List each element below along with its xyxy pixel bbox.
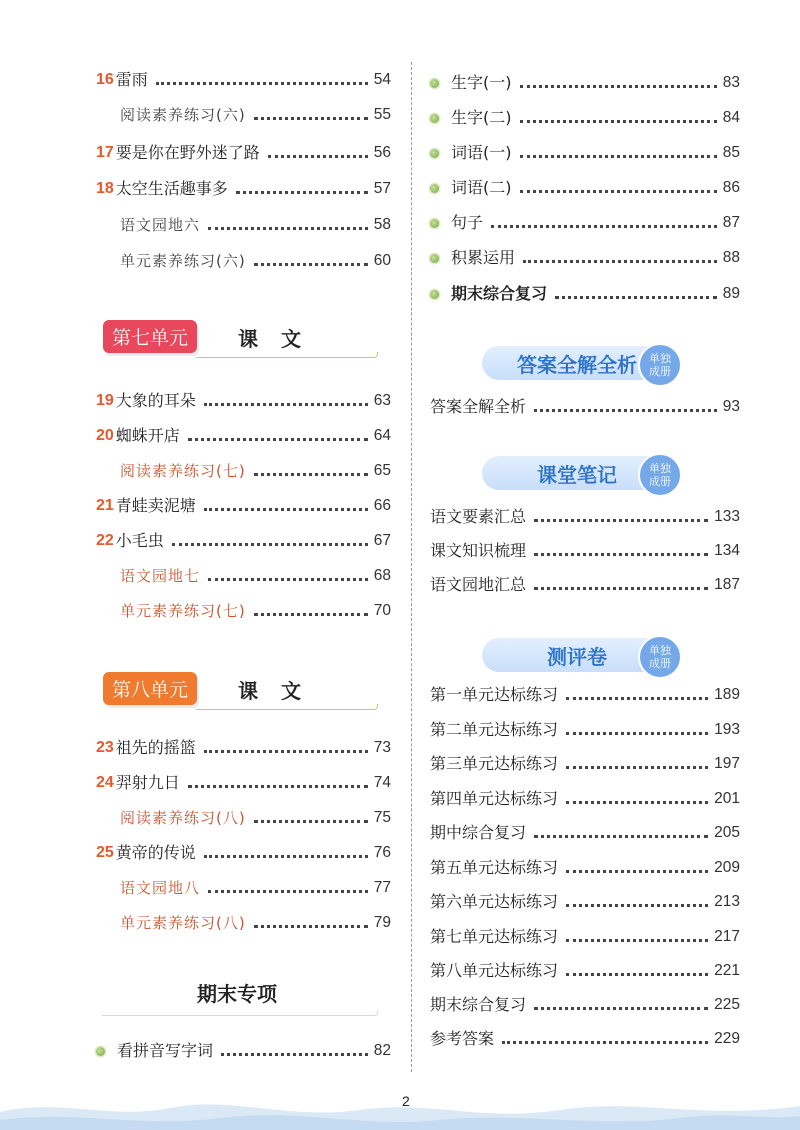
toc-entry[interactable] [430, 281, 740, 307]
dot-leader [534, 409, 717, 412]
entry-title: 单元素养练习(六) [120, 252, 246, 270]
entry-title: 阅读素养练习(七) [120, 462, 246, 480]
toc-entry[interactable] [96, 140, 391, 166]
lesson-number: 22 [96, 532, 114, 549]
entry-title: 雷雨 [115, 70, 148, 89]
page-number: 64 [373, 427, 391, 444]
entry-title: 蜘蛛开店 [115, 426, 180, 445]
entry-title: 期末综合复习 [451, 284, 548, 303]
lesson-number: 24 [96, 774, 114, 791]
dot-leader [534, 835, 708, 838]
dot-leader [221, 1053, 368, 1056]
separate-volume-badge [638, 343, 682, 387]
page-number: 93 [722, 398, 740, 415]
toc-entry[interactable] [96, 248, 391, 274]
unit-header-7 [96, 314, 378, 358]
page-number: 57 [373, 180, 391, 197]
page-number: 84 [722, 109, 740, 126]
toc-entry[interactable] [96, 493, 391, 519]
page-number: 83 [722, 74, 740, 91]
badge-line: 成册 [649, 365, 671, 378]
badge-line: 单独 [649, 644, 671, 657]
toc-entry[interactable] [96, 528, 391, 554]
bullet-icon [430, 149, 439, 158]
toc-entry[interactable] [430, 958, 740, 984]
page-number: 221 [714, 962, 740, 979]
entry-title: 单元素养练习(八) [120, 914, 246, 932]
page-number: 209 [714, 859, 740, 876]
page-number: 133 [714, 508, 740, 525]
dot-leader [204, 508, 368, 511]
entry-title: 参考答案 [430, 1029, 495, 1048]
separate-volume-badge [638, 453, 682, 497]
bullet-icon [430, 79, 439, 88]
entry-title: 语文园地七 [120, 567, 201, 585]
section-title: 期末专项 [197, 982, 277, 1006]
toc-entry[interactable] [96, 805, 391, 831]
footer-wave-decoration [0, 1090, 800, 1130]
toc-entry[interactable] [96, 840, 391, 866]
entry-title: 单元素养练习(七) [120, 602, 246, 620]
toc-entry[interactable] [96, 563, 391, 589]
entry-title: 积累运用 [451, 248, 516, 267]
toc-entry[interactable] [96, 212, 391, 238]
page-number: 193 [714, 721, 740, 738]
dot-leader [566, 801, 708, 804]
dot-leader [204, 855, 368, 858]
dot-leader [566, 766, 708, 769]
dot-leader [254, 473, 368, 476]
dot-leader [566, 939, 708, 942]
page-number: 66 [373, 497, 391, 514]
lesson-number: 20 [96, 427, 114, 444]
page-number: 229 [714, 1030, 740, 1047]
unit-tag: 第七单元 [103, 320, 197, 353]
entry-title: 阅读素养练习(八) [120, 809, 246, 827]
page-number: 86 [722, 179, 740, 196]
entry-title: 小毛虫 [115, 531, 164, 550]
page-number: 197 [714, 755, 740, 772]
entry-title: 第八单元达标练习 [430, 961, 559, 980]
unit-underline [196, 704, 378, 710]
dot-leader [254, 117, 368, 120]
toc-entry[interactable] [96, 102, 391, 128]
toc-entry[interactable] [430, 924, 740, 950]
column-divider [411, 62, 412, 1072]
dot-leader [534, 519, 708, 522]
page-number-footer: 2 [402, 1093, 410, 1109]
entry-title: 语文园地六 [120, 216, 201, 234]
toc-entry[interactable] [430, 889, 740, 915]
section-header-tests [482, 638, 672, 672]
page-number: 189 [714, 686, 740, 703]
page-number: 213 [714, 893, 740, 910]
dot-leader [208, 578, 368, 581]
dot-leader [254, 263, 368, 266]
section-title: 测评卷 [547, 644, 607, 669]
toc-entry[interactable] [430, 717, 740, 743]
section-title: 答案全解全析 [517, 352, 637, 377]
entry-title: 阅读素养练习(六) [120, 106, 246, 124]
badge-line: 成册 [649, 657, 671, 670]
lesson-number: 18 [96, 180, 114, 197]
toc-entry[interactable] [430, 751, 740, 777]
toc-entry[interactable] [430, 175, 740, 201]
entry-title: 第一单元达标练习 [430, 685, 559, 704]
entry-title: 第四单元达标练习 [430, 789, 559, 808]
toc-entry[interactable] [430, 210, 740, 236]
unit-tag: 第八单元 [103, 672, 197, 705]
toc-entry[interactable] [430, 682, 740, 708]
entry-title: 期中综合复习 [430, 823, 527, 842]
separate-volume-badge [638, 635, 682, 679]
toc-entry[interactable] [430, 1026, 740, 1052]
section-header-answers [482, 346, 672, 380]
dot-leader [520, 120, 717, 123]
page-number: 82 [373, 1042, 391, 1059]
toc-entry[interactable] [430, 245, 740, 271]
bullet-icon [96, 1047, 105, 1056]
dot-leader [254, 925, 368, 928]
lesson-number: 25 [96, 844, 114, 861]
bullet-icon [430, 219, 439, 228]
page-number: 65 [373, 462, 391, 479]
page-number: 225 [714, 996, 740, 1013]
dot-leader [566, 973, 708, 976]
dot-leader [555, 296, 717, 299]
page-number: 85 [722, 144, 740, 161]
entry-title: 句子 [451, 213, 484, 232]
page-number: 73 [373, 739, 391, 756]
entry-title: 太空生活趣事多 [115, 179, 228, 198]
entry-title: 语文园地八 [120, 879, 201, 897]
toc-entry[interactable] [430, 820, 740, 846]
entry-title: 黄帝的传说 [115, 843, 196, 862]
toc-entry[interactable] [96, 67, 391, 93]
bullet-icon [430, 290, 439, 299]
dot-leader [520, 85, 717, 88]
entry-title: 第六单元达标练习 [430, 892, 559, 911]
dot-leader [254, 820, 368, 823]
toc-entry[interactable] [430, 855, 740, 881]
entry-title: 祖先的摇篮 [115, 738, 196, 757]
bullet-icon [430, 254, 439, 263]
dot-leader [534, 587, 708, 590]
dot-leader [208, 890, 368, 893]
page-number: 134 [714, 542, 740, 559]
dot-leader [566, 904, 708, 907]
bullet-icon [430, 184, 439, 193]
bullet-icon [430, 114, 439, 123]
dot-leader [156, 82, 368, 85]
page-number: 63 [373, 392, 391, 409]
unit-title: 课 文 [238, 327, 309, 351]
page-number: 88 [722, 249, 740, 266]
page-number: 60 [373, 252, 391, 269]
entry-title: 青蛙卖泥塘 [115, 496, 196, 515]
unit-title: 课 文 [238, 679, 309, 703]
toc-entry[interactable] [96, 388, 391, 414]
page-number: 58 [373, 216, 391, 233]
page-number: 76 [373, 844, 391, 861]
section-header-notes [482, 456, 672, 490]
page-number: 74 [373, 774, 391, 791]
entry-title: 第七单元达标练习 [430, 927, 559, 946]
entry-title: 期末综合复习 [430, 995, 527, 1014]
dot-leader [204, 403, 368, 406]
page-number: 205 [714, 824, 740, 841]
entry-title: 生字(一) [451, 73, 512, 92]
toc-entry[interactable] [96, 598, 391, 624]
dot-leader [208, 227, 368, 230]
badge-line: 成册 [649, 475, 671, 488]
entry-title: 语文园地汇总 [430, 575, 527, 594]
page-number: 87 [722, 214, 740, 231]
entry-title: 第二单元达标练习 [430, 720, 559, 739]
dot-leader [491, 225, 717, 228]
toc-entry[interactable] [430, 992, 740, 1018]
dot-leader [268, 155, 368, 158]
section-header-final [96, 976, 378, 1016]
toc-entry[interactable] [430, 394, 740, 420]
toc-entry[interactable] [430, 786, 740, 812]
unit-header-8 [96, 666, 378, 710]
dot-leader [566, 732, 708, 735]
entry-title: 生字(二) [451, 108, 512, 127]
page-number: 187 [714, 576, 740, 593]
entry-title: 语文要素汇总 [430, 507, 527, 526]
dot-leader [188, 785, 368, 788]
page-number: 54 [373, 71, 391, 88]
lesson-number: 23 [96, 739, 114, 756]
toc-entry[interactable] [96, 735, 391, 761]
page-number: 89 [722, 285, 740, 302]
dot-leader [534, 1007, 708, 1010]
entry-title: 羿射九日 [115, 773, 180, 792]
entry-title: 答案全解全析 [430, 397, 527, 416]
toc-entry[interactable] [96, 770, 391, 796]
dot-leader [188, 438, 368, 441]
page-number: 79 [373, 914, 391, 931]
toc-entry[interactable] [96, 910, 391, 936]
page-number: 56 [373, 144, 391, 161]
entry-title: 词语(一) [451, 143, 512, 162]
toc-entry[interactable] [430, 70, 740, 96]
dot-leader [566, 870, 708, 873]
dot-leader [172, 543, 368, 546]
entry-title: 课文知识梳理 [430, 541, 527, 560]
toc-entry[interactable] [430, 538, 740, 564]
page-number: 77 [373, 879, 391, 896]
dot-leader [204, 750, 368, 753]
toc-entry[interactable] [96, 176, 391, 202]
toc-entry[interactable] [96, 423, 391, 449]
dot-leader [534, 553, 708, 556]
toc-entry[interactable] [96, 458, 391, 484]
page-number: 67 [373, 532, 391, 549]
toc-entry[interactable] [430, 504, 740, 530]
badge-line: 单独 [649, 462, 671, 475]
toc-entry[interactable] [430, 140, 740, 166]
entry-title: 大象的耳朵 [115, 391, 196, 410]
lesson-number: 19 [96, 392, 114, 409]
unit-underline [196, 352, 378, 358]
dot-leader [520, 155, 717, 158]
dot-leader [236, 191, 368, 194]
entry-title: 第三单元达标练习 [430, 754, 559, 773]
entry-title: 看拼音写字词 [117, 1041, 214, 1060]
entry-title: 第五单元达标练习 [430, 858, 559, 877]
entry-title: 词语(二) [451, 178, 512, 197]
lesson-number: 17 [96, 144, 114, 161]
dot-leader [566, 697, 708, 700]
dot-leader [523, 260, 717, 263]
section-underline [102, 1010, 378, 1016]
dot-leader [520, 190, 717, 193]
lesson-number: 16 [96, 71, 114, 88]
badge-line: 单独 [649, 352, 671, 365]
section-title: 课堂笔记 [537, 462, 617, 487]
toc-entry[interactable] [96, 1038, 391, 1064]
page-number: 75 [373, 809, 391, 826]
toc-entry[interactable] [430, 572, 740, 598]
entry-title: 要是你在野外迷了路 [115, 143, 260, 162]
toc-entry[interactable] [96, 875, 391, 901]
dot-leader [502, 1041, 708, 1044]
dot-leader [254, 613, 368, 616]
page-number: 68 [373, 567, 391, 584]
page-number: 217 [714, 928, 740, 945]
page-number: 201 [714, 790, 740, 807]
page-number: 55 [373, 106, 391, 123]
page-number: 70 [373, 602, 391, 619]
toc-entry[interactable] [430, 105, 740, 131]
lesson-number: 21 [96, 497, 114, 514]
